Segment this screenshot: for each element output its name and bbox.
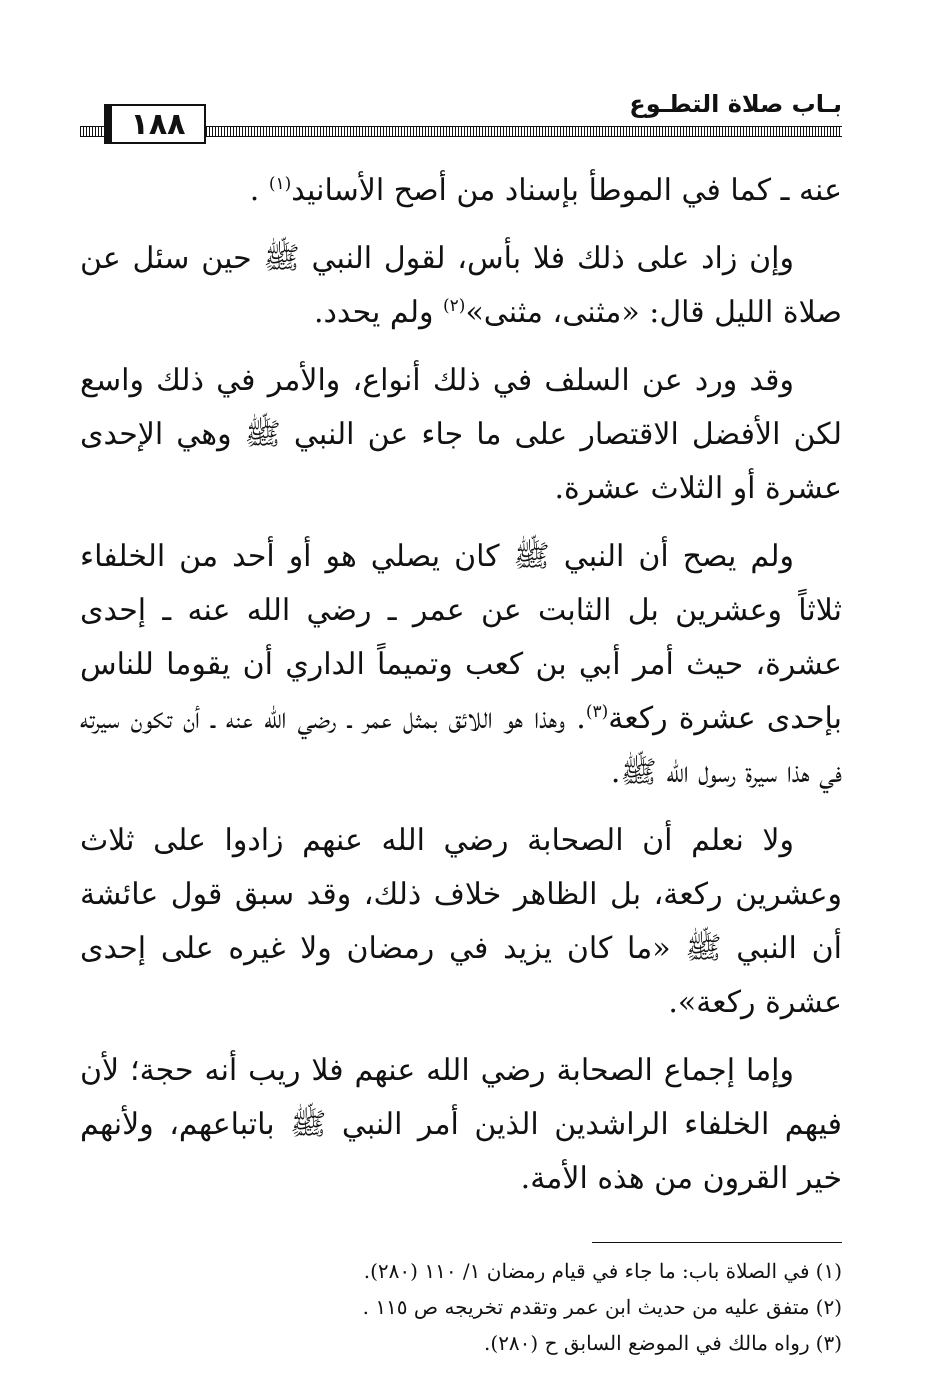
book-page bbox=[80, 80, 842, 1355]
footnote-text: في الصلاة باب: ما جاء في قيام رمضان ١/ ١١٠ (٢٨٠). bbox=[363, 1259, 810, 1283]
paragraph-1-end: . bbox=[249, 173, 269, 208]
footnote-text: رواه مالك في الموضع السابق ح (٢٨٠). bbox=[484, 1331, 810, 1355]
footnotes bbox=[80, 1253, 842, 1361]
paragraph-4 bbox=[80, 530, 842, 800]
paragraph-5: ولا نعلم أن الصحابة رضي الله عنهم زادوا على ثلاث وعشرين ركعة، بل الظاهر خلاف ذلك، وقد سبق قول عائشة أن النبي ﷺ «ما كان يزيد في رمضان ولا غيره على إحدى عشرة ركعة». bbox=[80, 823, 842, 1020]
paragraph-2-end: ولم يحدد. bbox=[313, 295, 444, 330]
footnote-number: (١) bbox=[815, 1259, 842, 1283]
paragraph-2 bbox=[80, 232, 842, 340]
footnote-separator bbox=[592, 1242, 842, 1243]
footnote-2 bbox=[80, 1289, 842, 1325]
paragraph-4-end: . وهذا هو اللائق بمثل عمر ـ رضي الله عنه ـ أن تكون سيرته في هذا سيرة رسول الله ﷺ. bbox=[80, 701, 842, 790]
paragraph-6: وإما إجماع الصحابة رضي الله عنهم فلا ريب أنه حجة؛ لأن فيهم الخلفاء الراشدين الذين أمر النبي ﷺ باتباعهم، ولأنهم خير القرون من هذه الأمة. bbox=[80, 1053, 842, 1196]
chapter-title: بـاب صلاة التطـوع bbox=[629, 90, 842, 118]
page-number: ١٨٨ bbox=[104, 104, 206, 144]
paragraph-2-text: وإن زاد على ذلك فلا بأس، لقول النبي ﷺ حين سئل عن صلاة الليل قال: «مثنى، مثنى» bbox=[80, 241, 842, 330]
footnote-number: (٣) bbox=[815, 1331, 842, 1355]
footnote-ref-3[interactable]: (٣) bbox=[585, 702, 609, 722]
footnote-1 bbox=[80, 1253, 842, 1289]
footnote-ref-2[interactable]: (٢) bbox=[443, 296, 466, 316]
paragraph-1-text: عنه ـ كما في الموطأ بإسناد من أصح الأسانيد bbox=[291, 173, 842, 208]
paragraph-1 bbox=[80, 164, 842, 218]
footnote-text: متفق عليه من حديث ابن عمر وتقدم تخريجه ص ١١٥ . bbox=[362, 1295, 810, 1319]
footnote-3 bbox=[80, 1325, 842, 1361]
footnote-number: (٢) bbox=[815, 1295, 842, 1319]
paragraph-4-text: ولم يصح أن النبي ﷺ كان يصلي هو أو أحد من الخلفاء ثلاثاً وعشرين بل الثابت عن عمر ـ رضي الله عنه ـ إحدى عشرة، حيث أمر أبي بن كعب وتميماً الداري أن يقوما للناس بإحدى عشرة ركعة bbox=[80, 539, 842, 736]
paragraph-3: وقد ورد عن السلف في ذلك أنواع، والأمر في ذلك واسع لكن الأفضل الاقتصار على ما جاء عن النبي ﷺ وهي الإحدى عشرة أو الثلاث عشرة. bbox=[80, 363, 842, 506]
main-text bbox=[80, 164, 842, 1206]
footnote-ref-1[interactable]: (١) bbox=[268, 174, 292, 194]
page-header bbox=[80, 80, 842, 142]
